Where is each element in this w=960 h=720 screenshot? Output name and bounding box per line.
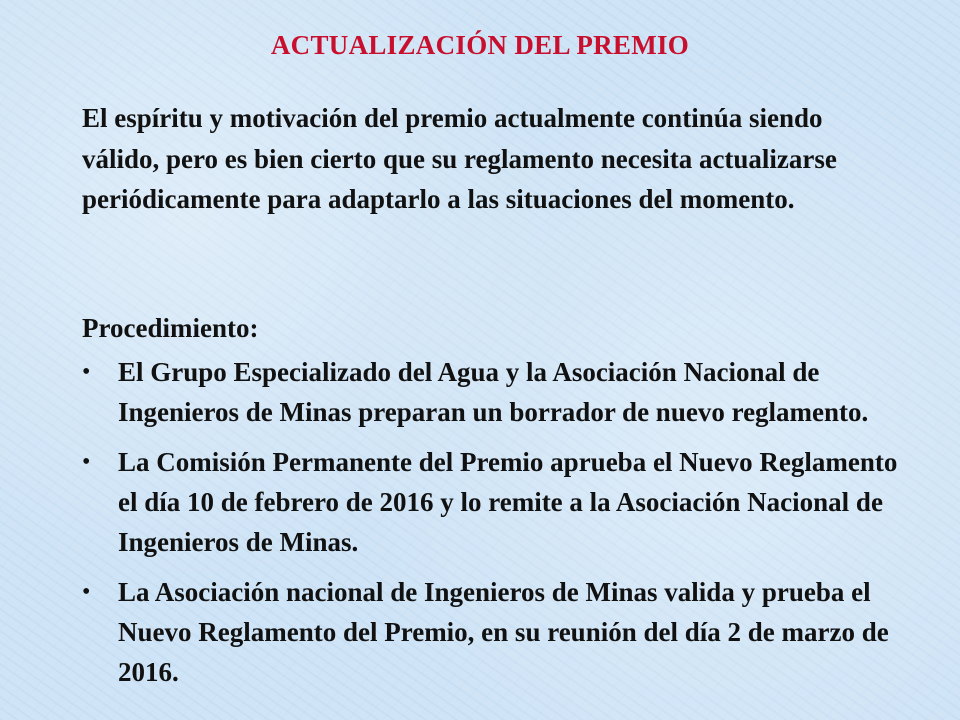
bullet-icon: • [82, 359, 91, 385]
procedure-step-text: La Comisión Permanente del Premio aprueba el Nuevo Reglamento el día 10 de febrero de 2016 y lo remite a la Asociación Nacional de Ingenieros de Minas. [118, 447, 898, 557]
procedure-heading: Procedimiento: [82, 313, 259, 343]
intro-paragraph: El espíritu y motivación del premio actualmente continúa siendo válido, pero es bien cierto que su reglamento necesita actualizarse periódicamente para adaptarlo a las situaciones del momento. [82, 103, 837, 214]
procedure-list [82, 352, 902, 702]
slide-title: ACTUALIZACIÓN DEL PREMIO [270, 30, 690, 60]
procedure-step [82, 352, 902, 432]
procedure-step-text: El Grupo Especializado del Agua y la Asociación Nacional de Ingenieros de Minas preparan un borrador de nuevo reglamento. [118, 357, 869, 427]
procedure-step [82, 572, 902, 692]
bullet-icon: • [82, 579, 91, 605]
procedure-step [82, 442, 902, 562]
bullet-icon: • [82, 449, 91, 475]
procedure-step-text: La Asociación nacional de Ingenieros de Minas valida y prueba el Nuevo Reglamento del Premio, en su reunión del día 2 de marzo de 2016. [118, 577, 889, 687]
